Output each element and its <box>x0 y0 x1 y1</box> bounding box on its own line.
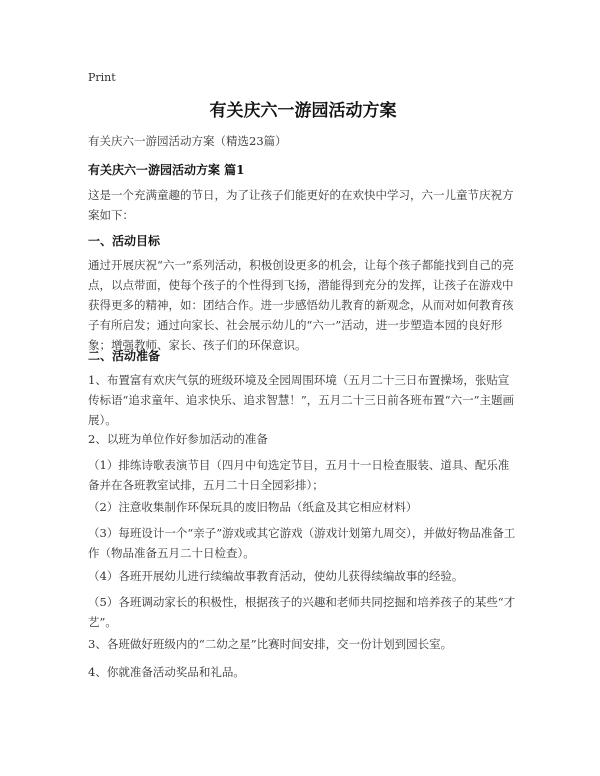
prep-subitem-4: （4）各班开展幼儿进行续编故事教育活动，使幼儿获得续编故事的经验。 <box>88 569 464 583</box>
intro-paragraph: 这是一个充满童趣的节日，为了让孩子们能更好的在欢快中学习，六一儿童节庆祝方案如下： <box>88 188 514 222</box>
section-title: 有关庆六一游园活动方案 篇1 <box>88 163 245 177</box>
prep-subitem-5: （5）各班调动家长的积极性，根据孩子的兴趣和老师共同挖掘和培养孩子的某些“才艺”。 <box>88 595 516 629</box>
prep-subitem-2: （2）注意收集制作环保玩具的废旧物品（纸盒及其它相应材料） <box>88 500 418 514</box>
heading-goals: 一、活动目标 <box>88 234 161 248</box>
prep-subitem-1: （1）排练诗歌表演节目（四月中旬选定节目，五月十一日检查服装、道具、配乐准备并在各班教室试排，五月二十日全园彩排）； <box>88 458 510 492</box>
prep-subitem-3: （3）每班设计一个“亲子”游戏或其它游戏（游戏计划第九周交），并做好物品准备工作（物品准备五月二十日检查）。 <box>88 526 516 560</box>
goals-paragraph: 通过开展庆祝“六一”系列活动，积极创设更多的机会，让每个孩子都能找到自己的亮点，以点带面，使每个孩子的个性得到飞扬，潜能得到充分的发挥，让孩子在游戏中获得更多的精神，如：团结合作。进一步感悟幼儿教育的新观念，从而对如何教育孩子有所启发；通过向家长、社会展示幼儿的“六一”活动，进一步塑造本园的良好形象；增强教师、家长、孩子们的环保意识。 <box>88 258 514 352</box>
prep-item-4: 4、你就准备活动奖品和礼品。 <box>88 665 245 679</box>
page-title: 有关庆六一游园活动方案 <box>209 101 397 121</box>
document-subtitle: 有关庆六一游园活动方案（精选23篇） <box>88 134 287 148</box>
prep-item-1: 1、布置富有欢庆气氛的班级环境及全园周围环境（五月二十三日布置操场，张贴宣传标语“追求童年、追求快乐、追求智慧！”，五月二十三日前各班布置“六一”主题画展）。 <box>88 373 515 427</box>
prep-item-3: 3、各班做好班级内的“二幼之星”比赛时间安排，交一份计划到园长室。 <box>88 637 453 651</box>
heading-preparation: 二、活动准备 <box>88 349 161 363</box>
prep-item-2: 2、以班为单位作好参加活动的准备 <box>88 432 268 446</box>
print-label: Print <box>88 71 116 84</box>
